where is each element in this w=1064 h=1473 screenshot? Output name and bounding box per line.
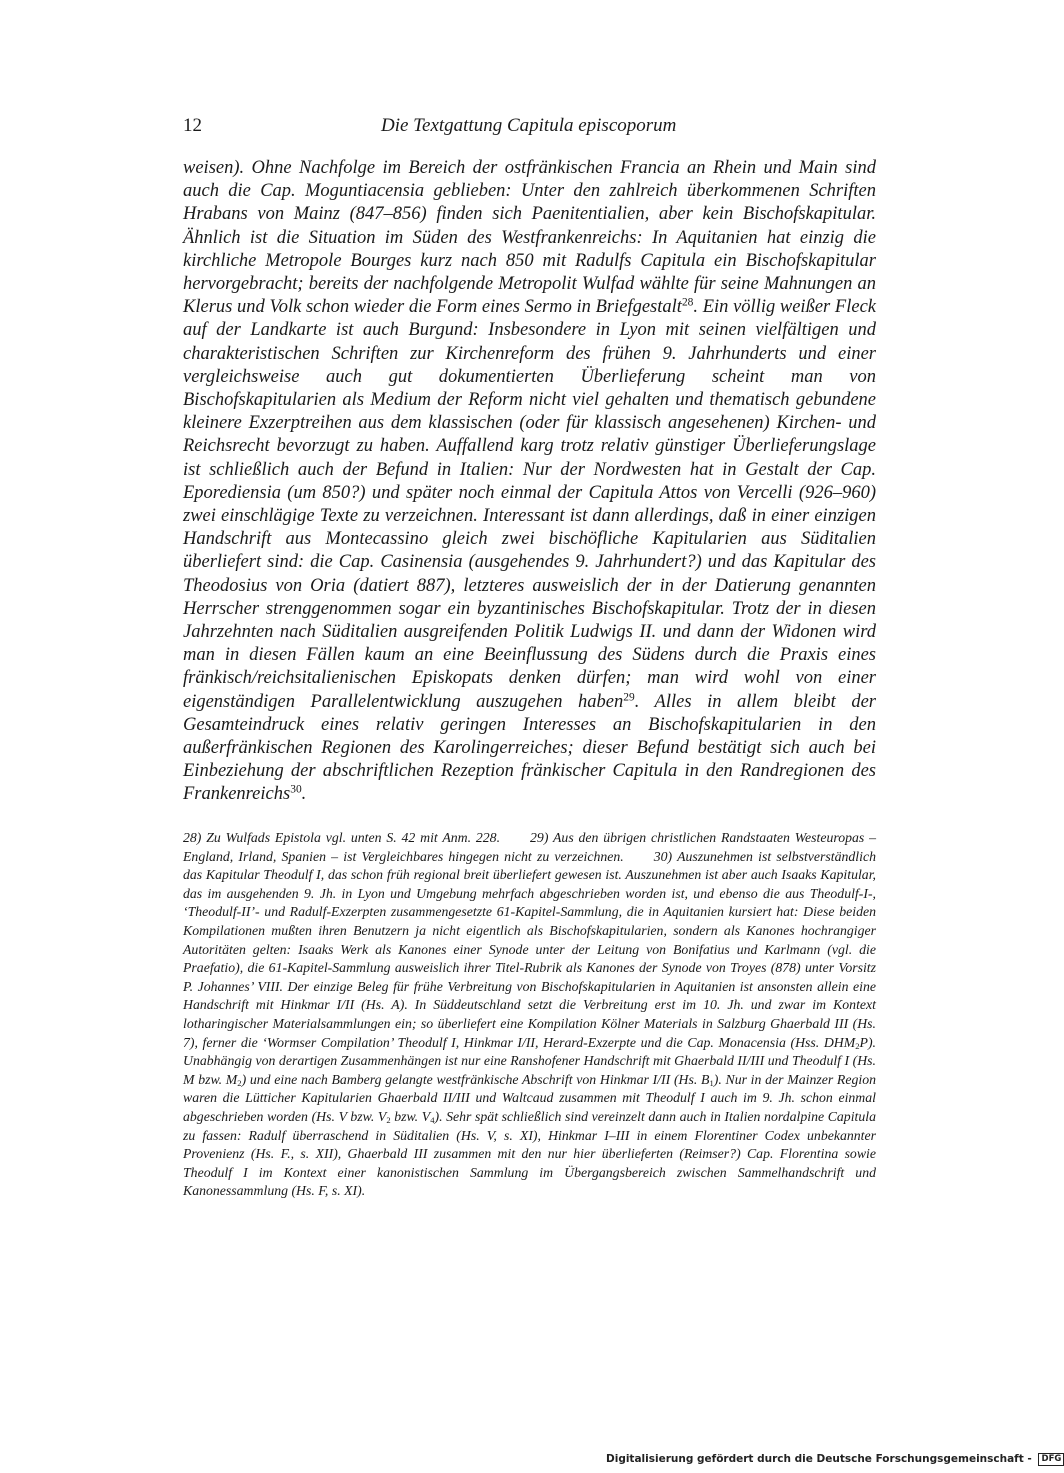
paragraph-text: .	[301, 784, 307, 805]
footnote-ref-29[interactable]: 29	[623, 691, 635, 704]
subscript: 1	[709, 1077, 714, 1088]
footnote-30	[183, 849, 876, 1199]
running-title: Die Textgattung Capitula episcoporum	[381, 115, 677, 136]
footnotes-block	[183, 829, 876, 1201]
footnote-28: 28) Zu Wulfads Epistola vgl. unten S. 42 mit Anm. 228.	[183, 830, 501, 845]
digitization-credit	[606, 1451, 1064, 1467]
paragraph-text: weisen). Ohne Nachfolge im Bereich der ostfränkischen Francia an Rhein und Main sind auch die Cap. Moguntiacensia geblieben: Unter den zahlreich überkommenen Schriften Hrabans von Mainz (847–856) finden sich Paenitentialien, aber kein Bischofskapitular. Ähnlich ist die Situation im Süden des Westfrankenreichs: In Aquitanien hat einzig die kirchliche Metropole Bourges kurz nach 850 mit Radulfs Capitula ein Bischofskapitular hervorgebracht; bereits der nachfolgende Metropolit Wulfad wählte für seine Mahnungen an Klerus und Volk schon wieder die Form eines Sermo in Briefgestalt	[183, 158, 876, 318]
footnote-30-text: ). Sehr spät schließlich sind vereinzelt dann auch in Italien nordalpine Capitula zu fassen: Radulf überraschend in Süditalien (Hs. V, s. XI), Hinkmar I–III in einem Florentiner Codex unbekannter Provenienz (Hs. F., s. XII), Ghaerbald III zusammen mit den nur hier überlieferten (Reimser?) Cap. Florentina sowie Theodulf I im Kontext einer kanonistischen Sammlung im Übergangsbereich zwischen Sammelhandschrift und Kanonessammlung (Hs. F, s. XI).	[183, 1108, 877, 1199]
subscript: 2	[386, 1115, 391, 1126]
footnote-30-text: P). Unabhängig von derartigen Zusammenhängen ist nur eine Ranshofener Handschrift mit Ghaerbald II/III und Theodulf I (Hs. M bzw. M	[183, 1034, 876, 1087]
footnote-ref-28[interactable]: 28	[681, 296, 694, 309]
subscript: 2	[855, 1040, 860, 1051]
subscript: 2	[237, 1077, 242, 1088]
paragraph-text: . Ein völlig weißer Fleck auf der Landkarte ist auch Burgund: Insbesondere in Lyon mit seinen vielfältigen und charakteristischen Schriften zur Kirchenreform des frühen 9. Jahrhunderts und einer vergleichsweise auch gut dokumentierten Überlieferung scheint man von Bischofskapitularien als Medium der Reform nicht viel gehalten und thematisch gebundene kleinere Exzerptreihen aus dem klassischen (oder für klassisch angesehenen) Kirchen- und Reichsrecht bevorzugt zu haben. Auffallend karg trotz relativ günstiger Überlieferungslage ist schließlich auch der Befund in Italien: Nur der Nordwesten hat in Gestalt der Cap. Eporediensia (um 850?) und später noch einmal der Capitula Attos von Vercelli (926–960) zwei einschlägige Texte zu verzeichnen. Interessant ist dann allerdings, daß in einer einzigen Handschrift aus Montecassino gleich zwei bischöfliche Kapitularien aus Süditalien überliefert sind: die Cap. Casinensia (ausgehendes 9. Jahrhundert?) und das Kapitular des Theodosius von Oria (datiert 887), letzteres ausweislich der in der Datierung genannten Herrscher strenggenommen sogar ein byzantinisches Bischofskapitular. Trotz der in diesen Jahrzehnten nach Süditalien ausgreifenden Politik Ludwigs II. und dann der Widonen wird man in diesen Fällen kaum an eine Beeinflussung des Südens durch die Praxis eines fränkisch/reichsitalienischen Episkopats denken dürfen; man wird wohl von einer eigenständigen Parallelentwicklung auszugehen haben	[183, 297, 876, 712]
subscript: 4	[430, 1115, 435, 1126]
dfg-logo-icon: DFG	[1038, 1453, 1064, 1466]
footnote-30-text: 30) Auszunehmen ist selbstverständlich das Kapitular Theodulf I, das schon früh regional breit überliefert gewesen ist. Auszunehmen ist aber auch Isaaks Kapitular, das im ausgehenden 9. Jh. in Lyon und Umgebung mehrfach abgeschrieben worden ist, und ebenso die aus Theodulf-I-, ‘Theodulf-II’- und Radulf-Exzerpten zusammengesetzte 61-Kapitel-Sammlung, die in Aquitanien kursiert hat: Diese beiden Kompilationen mußten ihren Benutzern ja nicht eigentlich als Bischofskapitularien, sondern als Kanones hochrangiger Autoritäten gelten: Isaaks Werk als Kanones einer Synode unter der Leitung von Bonifatius und Karlmann (vgl. die Praefatio), die 61-Kapitel-Sammlung ausweislich ihrer Titel-Rubrik als Kanones der Synode von Troyes (878) unter Vorsitz P. Johannes’ VIII. Der einzige Beleg für frühe Verbreitung von Bischofskapitularien in Aquitanien ist ansonsten allein eine Handschrift mit Hinkmar I/II (Hs. A). In Süddeutschland setzt die Verbreitung erst im 10. Jh. und zwar im Kontext lotharingischer Materialsammlungen ein; so überliefert eine Kompilation Kölner Materials in Salzburg Ghaerbald III (Hs. 7), ferner die ‘Wormser Compilation’ Theodulf I, Hinkmar I/II, Herard-Exzerpte und die Cap. Monacensia (Hss. DHM	[183, 848, 876, 1050]
running-header	[183, 113, 876, 143]
footnote-30-text: bzw. V	[390, 1108, 431, 1124]
credit-text: Digitalisierung gefördert durch die Deutsche Forschungsgemeinschaft -	[606, 1453, 1032, 1465]
main-paragraph	[183, 157, 876, 807]
footnote-29: 29) Aus den übrigen christlichen Randstaaten Westeuropas – England, Irland, Spanien – ist Vergleichbares hingegen nicht zu verzeichnen.	[183, 830, 876, 864]
footnote-30-text: ). Nur in der Mainzer Region waren die Lütticher Kapitularien Ghaerbald II/III und Waltcaud zusammen mit Theodulf I auch im 9. Jh. schon einmal abgeschrieben worden (Hs. V bzw. V	[183, 1071, 876, 1124]
footnote-30-text: ) und eine nach Bamberg gelangte westfränkische Abschrift von Hinkmar I/II (Hs. B	[241, 1071, 710, 1087]
page-number: 12	[183, 115, 202, 136]
paragraph-text: . Alles in allem bleibt der Gesamteindruck eines relativ geringen Interesses an Bischofskapitularien in den außerfränkischen Regionen des Karolingerreiches; dieser Befund bestätigt sich auch bei Einbeziehung der abschriftlichen Rezeption fränkischer Capitula in den Randregionen des Frankenreichs	[183, 691, 876, 805]
footnote-ref-30[interactable]: 30	[290, 784, 302, 797]
